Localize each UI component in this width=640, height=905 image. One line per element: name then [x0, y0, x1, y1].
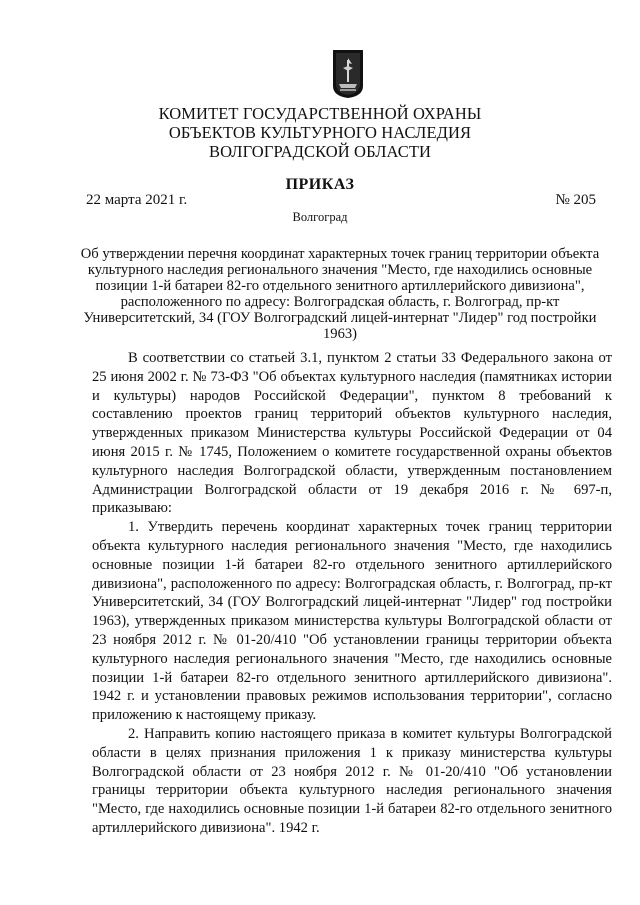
order-subject: Об утверждении перечня координат характерных точек границ территории объекта культурного наследия регионального значения "Место, где находились основные позиции 1-й батареи 82-го отдельного зенитного артиллерийского дивизиона", расположенного по адресу: Волгоградская область, г. Волгоград, пр-кт Университетский, 34 (ГОУ Волгоградский лицей-интернат "Лидер" год постройки 1963) — [80, 246, 600, 342]
preamble-paragraph: В соответствии со статьей 3.1, пунктом 2 статьи 33 Федерального закона от 25 июня 2002 г. № 73-ФЗ "Об объектах культурного наследия (памятниках истории и культуры) народов Российской Федерации", пунктом 8 требований к составлению проектов границ территорий объектов культурного наследия, утвержденных приказом Министерства культуры Российской Федерации от 04 июня 2015 г. № 1745, Положением о комитете государственной охраны объектов культурного наследия Волгоградской области, утвержденным постановлением Администрации Волгоградской области от 19 декабря 2016 г. № 697-п, приказываю: — [92, 350, 612, 517]
organization-line-1: КОМИТЕТ ГОСУДАРСТВЕННОЙ ОХРАНЫ — [158, 104, 482, 123]
order-date: 22 марта 2021 г. — [86, 192, 188, 208]
volgograd-coat-of-arms-icon — [331, 48, 365, 100]
order-title: ПРИКАЗ — [285, 176, 355, 193]
organization-line-3: ВОЛГОГРАДСКОЙ ОБЛАСТИ — [208, 142, 432, 161]
clause-2-paragraph: 2. Направить копию настоящего приказа в комитет культуры Волгоградской области в целях признания приложения 1 к приказу министерства культуры Волгоградской области от 23 ноября 2012 г. № 01-20/410 "Об установлении границы территории объекта культурного наследия регионального значения "Место, где находились основные позиции 1-й батареи 82-го отдельного зенитного артиллерийского дивизиона". 1942 г. — [92, 725, 612, 836]
order-number: № 205 — [555, 192, 596, 208]
organization-line-2: ОБЪЕКТОВ КУЛЬТУРНОГО НАСЛЕДИЯ — [168, 123, 472, 142]
order-body — [92, 349, 612, 838]
organization-name — [0, 104, 640, 161]
order-city: Волгоград — [292, 210, 348, 224]
clause-1-paragraph: 1. Утвердить перечень координат характерных точек границ территории объекта культурного наследия регионального значения "Место, где находились основные позиции 1-й батареи 82-го отдельного зенитного артиллерийского дивизиона", расположенного по адресу: Волгоградская область, г. Волгоград, пр-кт Университетский, 34 (ГОУ Волгоградский лицей-интернат "Лидер" год постройки 1963), утвержденных приказом министерства культуры Волгоградской области от 23 ноября 2012 г. № 01-20/410 "Об установлении границы территории объекта культурного наследия регионального значения "Место, где находились основные позиции 1-й батареи 82-го отдельного зенитного артиллерийского дивизиона". 1942 г. и установлении правовых режимов использования территории", согласно приложению к настоящему приказу. — [92, 519, 612, 724]
